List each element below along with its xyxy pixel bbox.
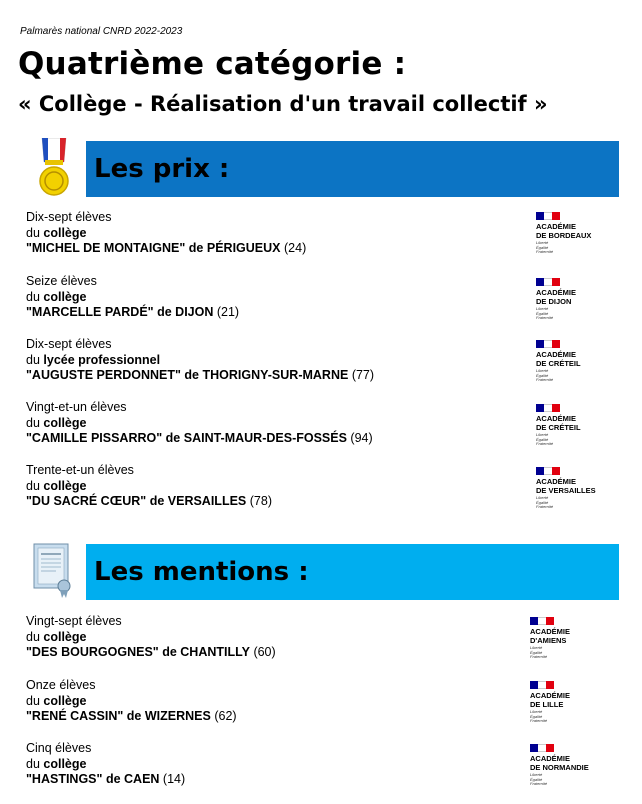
entry-school: "HASTINGS" — [26, 772, 103, 786]
academy-name: ACADÉMIE DE BORDEAUX — [536, 222, 592, 240]
entry-de: de — [188, 241, 204, 255]
entry-city: THORIGNY-SUR-MARNE — [202, 368, 349, 382]
entry-city: WIZERNES — [144, 709, 211, 723]
mention-entry — [26, 614, 276, 661]
flag-icon — [536, 404, 560, 412]
document-header: Palmarès national CNRD 2022-2023 — [20, 26, 183, 37]
entry-type-line — [26, 757, 185, 773]
prize-entry — [26, 400, 373, 447]
entry-name-line — [26, 431, 373, 447]
medal-icon — [34, 138, 74, 198]
entry-dept: (21) — [216, 305, 240, 319]
entry-count: Trente-et-un élèves — [26, 463, 134, 477]
academy-name: ACADÉMIE DE CRÉTEIL — [536, 350, 581, 368]
entry-type-line — [26, 416, 373, 432]
entry-de: de — [149, 494, 165, 508]
flag-icon — [536, 212, 560, 220]
section-banner-prix — [86, 141, 619, 197]
academy-motto: Liberté Égalité Fraternité — [530, 645, 548, 659]
entry-dept: (94) — [350, 431, 373, 445]
flag-icon — [530, 617, 554, 625]
entry-name-line — [26, 772, 185, 788]
entry-city: DIJON — [175, 305, 214, 319]
entry-de: de — [184, 368, 199, 382]
flag-icon — [530, 681, 554, 689]
prize-entry — [26, 337, 374, 384]
entry-prep: du — [26, 478, 40, 493]
mention-entry — [26, 741, 185, 788]
prize-entry — [26, 463, 272, 510]
prize-entry — [26, 210, 306, 257]
flag-icon — [536, 467, 560, 475]
academy-motto: Liberté Égalité Fraternité — [536, 432, 554, 446]
flag-icon — [530, 744, 554, 752]
entry-type-line — [26, 630, 276, 646]
entry-type-line — [26, 479, 272, 495]
entry-dept: (78) — [249, 494, 272, 508]
academy-logo — [530, 681, 610, 724]
academy-name: ACADÉMIE DE CRÉTEIL — [536, 414, 581, 432]
academy-logo — [530, 617, 610, 660]
entry-name-line — [26, 241, 306, 257]
entry-type: collège — [43, 415, 87, 430]
entry-city: CAEN — [124, 772, 160, 786]
entry-city: PÉRIGUEUX — [206, 241, 281, 255]
entry-count: Seize élèves — [26, 274, 97, 288]
entry-de: de — [165, 431, 181, 445]
entry-prep: du — [26, 415, 40, 430]
academy-name: ACADÉMIE D'AMIENS — [530, 627, 571, 645]
academy-motto: Liberté Égalité Fraternité — [536, 240, 554, 254]
entry-type-line — [26, 290, 239, 306]
entry-de: de — [162, 645, 177, 659]
entry-dept: (77) — [351, 368, 375, 382]
entry-school: "MICHEL DE MONTAIGNE" — [26, 241, 186, 255]
entry-type: collège — [43, 289, 87, 304]
entry-type-line — [26, 226, 306, 242]
academy-name: ACADÉMIE DE DIJON — [536, 288, 577, 306]
entry-count: Dix-sept élèves — [26, 337, 112, 351]
section-heading-prix: Les prix : — [94, 154, 230, 184]
entry-school: "AUGUSTE PERDONNET" — [26, 368, 181, 382]
academy-motto: Liberté Égalité Fraternité — [536, 495, 554, 509]
section-banner-mentions — [86, 544, 619, 600]
entry-prep: du — [26, 756, 40, 771]
entry-type: collège — [43, 629, 87, 644]
page-title: Quatrième catégorie : — [18, 46, 407, 82]
entry-prep: du — [26, 629, 40, 644]
entry-city: SAINT-MAUR-DES-FOSSÉS — [183, 431, 347, 445]
entry-name-line — [26, 709, 237, 725]
academy-logo — [536, 467, 616, 510]
entry-school: "CAMILLE PISSARRO" — [26, 431, 163, 445]
entry-de: de — [157, 305, 172, 319]
entry-dept: (60) — [253, 645, 276, 659]
academy-name: ACADÉMIE DE VERSAILLES — [536, 477, 596, 495]
academy-motto: Liberté Égalité Fraternité — [530, 709, 548, 723]
entry-name-line — [26, 494, 272, 510]
entry-type-line — [26, 353, 374, 369]
entry-prep: du — [26, 352, 40, 367]
flag-icon — [536, 278, 560, 286]
academy-logo — [536, 278, 616, 321]
entry-school: "DES BOURGOGNES" — [26, 645, 159, 659]
entry-count: Vingt-et-un élèves — [26, 400, 127, 414]
entry-type: collège — [43, 225, 87, 240]
entry-school: "DU SACRÉ CŒUR" — [26, 494, 147, 508]
certificate-icon — [30, 542, 76, 598]
entry-prep: du — [26, 225, 40, 240]
prize-entry — [26, 274, 239, 321]
entry-dept: (14) — [162, 772, 186, 786]
entry-de: de — [105, 772, 121, 786]
entry-count: Vingt-sept élèves — [26, 614, 122, 628]
academy-logo — [536, 340, 616, 383]
entry-type: collège — [43, 756, 87, 771]
entry-type: collège — [43, 478, 87, 493]
entry-type: collège — [43, 693, 87, 708]
entry-prep: du — [26, 693, 40, 708]
entry-school: "RENÉ CASSIN" — [26, 709, 124, 723]
entry-school: "MARCELLE PARDÉ" — [26, 305, 154, 319]
entry-dept: (24) — [284, 241, 307, 255]
mention-entry — [26, 678, 237, 725]
academy-motto: Liberté Égalité Fraternité — [530, 772, 548, 786]
entry-name-line — [26, 305, 239, 321]
entry-type-line — [26, 694, 237, 710]
page-subtitle: « Collège - Réalisation d'un travail collectif » — [18, 92, 548, 116]
entry-name-line — [26, 645, 276, 661]
flag-icon — [536, 340, 560, 348]
entry-de: de — [126, 709, 142, 723]
academy-motto: Liberté Égalité Fraternité — [536, 306, 554, 320]
academy-name: ACADÉMIE DE LILLE — [530, 691, 571, 709]
entry-count: Cinq élèves — [26, 741, 92, 755]
section-heading-mentions: Les mentions : — [94, 557, 309, 587]
academy-logo — [536, 404, 616, 447]
entry-city: VERSAILLES — [167, 494, 247, 508]
entry-count: Onze élèves — [26, 678, 96, 692]
academy-name: ACADÉMIE DE NORMANDIE — [530, 754, 589, 772]
entry-prep: du — [26, 289, 40, 304]
academy-logo — [530, 744, 610, 787]
academy-motto: Liberté Égalité Fraternité — [536, 368, 554, 382]
entry-name-line — [26, 368, 374, 384]
entry-count: Dix-sept élèves — [26, 210, 112, 224]
entry-dept: (62) — [214, 709, 237, 723]
entry-type: lycée professionnel — [43, 352, 161, 367]
academy-logo — [536, 212, 616, 255]
entry-city: CHANTILLY — [180, 645, 250, 659]
